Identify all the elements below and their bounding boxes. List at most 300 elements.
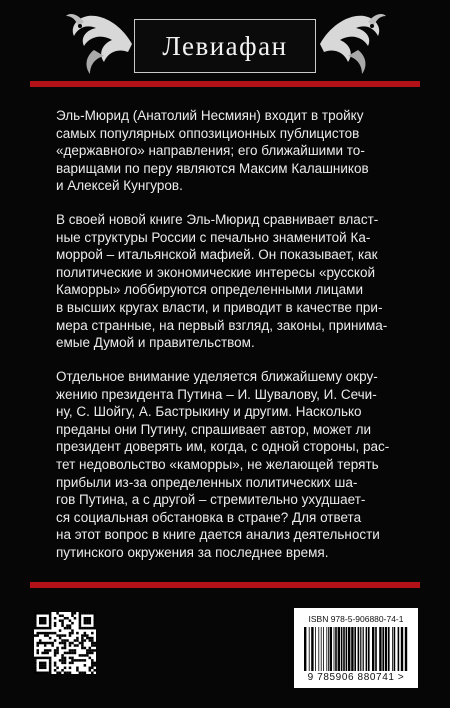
qr-module [81, 654, 84, 657]
qr-module [69, 652, 72, 655]
qr-module [89, 667, 92, 670]
qr-module [49, 614, 52, 617]
qr-module [89, 647, 92, 650]
qr-module [86, 654, 89, 657]
qr-module [69, 642, 72, 645]
qr-module [76, 644, 79, 647]
barcode-bar [362, 627, 363, 671]
qr-module [46, 657, 49, 660]
qr-module [76, 639, 79, 642]
qr-module [71, 614, 74, 617]
qr-module [81, 642, 84, 645]
qr-module [89, 657, 92, 660]
qr-module [89, 619, 92, 622]
qr-module [76, 667, 79, 670]
qr-module [61, 654, 64, 657]
qr-module [79, 619, 82, 622]
qr-module [64, 617, 67, 620]
qr-module [91, 639, 94, 642]
qr-module [34, 614, 37, 617]
qr-module [79, 614, 82, 617]
barcode-bar [330, 627, 332, 671]
qr-module [41, 612, 44, 615]
qr-module [54, 664, 57, 667]
qr-module [94, 662, 96, 665]
qr-module [41, 652, 44, 655]
qr-module [64, 672, 67, 674]
text-line: самых популярных оппозиционных публицистов [56, 125, 360, 141]
qr-module [34, 667, 37, 670]
text-line: в высших кругах власти, и приводит в качестве при- [56, 299, 383, 315]
qr-module [34, 619, 37, 622]
qr-module [81, 647, 84, 650]
qr-module [36, 634, 39, 637]
top-red-rule [30, 81, 420, 87]
qr-module [66, 627, 69, 630]
qr-module [39, 639, 42, 642]
barcode-bar [309, 627, 310, 671]
qr-module [59, 634, 62, 637]
qr-module [89, 652, 92, 655]
qr-module [89, 617, 92, 620]
text-line: Каморры» лоббируются определенными лицами [56, 282, 363, 298]
qr-module [91, 612, 94, 615]
qr-module [71, 612, 74, 615]
qr-module [41, 617, 44, 620]
qr-module [64, 659, 67, 662]
qr-module [69, 672, 72, 674]
qr-module [36, 642, 39, 645]
qr-module [94, 614, 96, 617]
qr-module [49, 627, 52, 630]
barcode-bar [304, 627, 306, 671]
qr-module [46, 634, 49, 637]
qr-module [61, 614, 64, 617]
qr-module [59, 614, 62, 617]
qr-module [89, 622, 92, 625]
qr-module [54, 632, 57, 635]
barcode-bars [302, 627, 410, 671]
qr-module [61, 624, 64, 627]
qr-module [59, 672, 62, 674]
qr-module [36, 627, 39, 630]
qr-module [94, 612, 96, 615]
qr-module [71, 649, 74, 652]
barcode-bar [323, 627, 324, 671]
qr-module [44, 649, 47, 652]
qr-module [76, 669, 79, 672]
qr-module [49, 669, 52, 672]
qr-module [34, 627, 37, 630]
barcode-bar [368, 627, 370, 671]
qr-module [54, 662, 57, 665]
barcode-bar [401, 627, 403, 671]
qr-module [69, 667, 72, 670]
qr-module [59, 637, 62, 640]
qr-module [74, 639, 77, 642]
qr-module [64, 642, 67, 645]
qr-module [94, 649, 96, 652]
qr-module [89, 669, 92, 672]
publisher-title: Левиафан [162, 31, 288, 61]
qr-module [94, 622, 96, 625]
barcode-bar [360, 627, 361, 671]
barcode-bar [341, 627, 343, 671]
qr-module [44, 662, 47, 665]
qr-module [91, 644, 94, 647]
qr-module [71, 659, 74, 662]
qr-module [69, 662, 72, 665]
qr-module [56, 612, 59, 615]
barcode-bar [334, 627, 335, 671]
qr-module [91, 627, 94, 630]
text-line: мера странные, на первый взгляд, законы, принима- [56, 317, 388, 333]
qr-module [69, 619, 72, 622]
qr-module [74, 612, 77, 615]
qr-module [41, 662, 44, 665]
qr-module [69, 649, 72, 652]
qr-module [51, 632, 54, 635]
qr-module [44, 634, 47, 637]
qr-module [39, 617, 42, 620]
qr-module [84, 619, 87, 622]
qr-module [61, 669, 64, 672]
text-line: ные структуры России с печально знаменитой Ка- [56, 229, 371, 245]
qr-module [94, 664, 96, 667]
qr-module [89, 649, 92, 652]
qr-module [46, 612, 49, 615]
isbn-label: ISBN 978-5-906880-74-1 [308, 614, 404, 624]
qr-module [64, 657, 67, 660]
qr-module [41, 622, 44, 625]
qr-module [79, 654, 82, 657]
qr-module [91, 667, 94, 670]
qr-module [49, 657, 52, 660]
qr-module [46, 652, 49, 655]
barcode-bar [405, 627, 407, 671]
qr-module [71, 652, 74, 655]
qr-module [49, 622, 52, 625]
qr-module [84, 627, 87, 630]
qr-module [74, 652, 77, 655]
qr-module [81, 634, 84, 637]
qr-module [49, 649, 52, 652]
qr-module [84, 664, 87, 667]
qr-module [71, 642, 74, 645]
qr-module [94, 624, 96, 627]
qr-module [86, 612, 89, 615]
qr-module [56, 667, 59, 670]
qr-module [49, 624, 52, 627]
qr-module [36, 632, 39, 635]
qr-module [44, 652, 47, 655]
qr-module [61, 647, 64, 650]
qr-module [69, 634, 72, 637]
qr-module [49, 659, 52, 662]
qr-code-icon [34, 612, 96, 674]
qr-module [91, 649, 94, 652]
qr-module [79, 622, 82, 625]
bottom-red-rule [30, 582, 420, 588]
qr-module [66, 639, 69, 642]
barcode-bar [335, 627, 337, 671]
qr-module [51, 642, 54, 645]
text-line: тет недовольство «каморры», не желающей терять [56, 456, 379, 472]
qr-module [94, 617, 96, 620]
qr-module [84, 647, 87, 650]
text-line: гов Путина, а с другой – стремительно ухудшает- [56, 492, 366, 508]
qr-module [56, 652, 59, 655]
qr-module [61, 639, 64, 642]
qr-module [34, 659, 37, 662]
qr-module [81, 659, 84, 662]
qr-module [71, 622, 74, 625]
qr-module [79, 672, 82, 674]
qr-module [44, 672, 47, 674]
text-line: Отдельное внимание уделяется ближайшему окру- [56, 369, 378, 384]
qr-module [54, 652, 57, 655]
barcode-bar [354, 627, 356, 671]
qr-module [36, 657, 39, 660]
qr-module [76, 632, 79, 635]
qr-module [34, 657, 37, 660]
qr-module [91, 659, 94, 662]
qr-module [69, 657, 72, 660]
qr-module [66, 624, 69, 627]
qr-module [41, 627, 44, 630]
qr-module [94, 619, 96, 622]
qr-module [66, 672, 69, 674]
qr-module [84, 634, 87, 637]
barcode-bar [338, 627, 340, 671]
qr-module [54, 617, 57, 620]
text-line: моррой – итальянской мафией. Он показывает, как [56, 247, 378, 263]
barcode-bar [346, 627, 348, 671]
qr-module [69, 632, 72, 635]
qr-module [39, 664, 42, 667]
qr-module [91, 642, 94, 645]
qr-module [49, 667, 52, 670]
barcode-bar [348, 627, 350, 671]
qr-module [84, 654, 87, 657]
qr-module [39, 622, 42, 625]
qr-module [91, 632, 94, 635]
qr-module [51, 644, 54, 647]
qr-module [34, 617, 37, 620]
qr-module [34, 664, 37, 667]
text-line: Эль-Мюрид (Анатолий Несмиян) входит в тройку [56, 108, 364, 123]
text-line: жению президента Путина – И. Шувалову, И. Сечи- [56, 386, 377, 402]
qr-module [34, 624, 37, 627]
qr-module [34, 662, 37, 665]
qr-module [81, 639, 84, 642]
qr-module [59, 619, 62, 622]
qr-module [86, 637, 89, 640]
qr-module [56, 649, 59, 652]
barcode-bar [394, 627, 396, 671]
qr-module [69, 644, 72, 647]
qr-module [79, 617, 82, 620]
qr-module [49, 619, 52, 622]
barcode-bar [328, 627, 329, 671]
qr-module [39, 632, 42, 635]
qr-module [49, 637, 52, 640]
qr-module [49, 672, 52, 674]
barcode-bar [321, 627, 322, 671]
barcode-number: 9 785906 880741 > [307, 672, 405, 683]
qr-module [81, 627, 84, 630]
qr-module [79, 612, 82, 615]
qr-module [64, 652, 67, 655]
qr-module [94, 642, 96, 645]
qr-module [59, 642, 62, 645]
barcode-bar [392, 627, 393, 671]
qr-module [44, 632, 47, 635]
qr-module [44, 644, 47, 647]
qr-module [41, 667, 44, 670]
qr-module [79, 642, 82, 645]
qr-module [39, 657, 42, 660]
qr-module [84, 639, 87, 642]
qr-module [71, 657, 74, 660]
qr-module [34, 669, 37, 672]
qr-module [49, 632, 52, 635]
qr-module [81, 612, 84, 615]
qr-module [94, 644, 96, 647]
qr-module [94, 627, 96, 630]
qr-module [79, 627, 82, 630]
qr-module [41, 672, 44, 674]
qr-module [54, 624, 57, 627]
qr-module [54, 639, 57, 642]
qr-module [86, 649, 89, 652]
qr-module [76, 659, 79, 662]
barcode-bar [311, 627, 313, 671]
qr-module [64, 634, 67, 637]
qr-module [66, 617, 69, 620]
qr-module [41, 657, 44, 660]
qr-module [64, 667, 67, 670]
barcode-bar [388, 627, 390, 671]
qr-module [44, 617, 47, 620]
annotation-paragraph-3 [56, 368, 396, 562]
qr-module [61, 622, 64, 625]
qr-module [86, 634, 89, 637]
qr-module [69, 624, 72, 627]
qr-module [91, 672, 94, 674]
qr-module [41, 632, 44, 635]
barcode-bar [366, 627, 368, 671]
qr-module [89, 639, 92, 642]
qr-module [44, 667, 47, 670]
qr-module [59, 629, 62, 632]
qr-module [81, 637, 84, 640]
qr-module [71, 662, 74, 665]
qr-module [89, 612, 92, 615]
qr-module [44, 657, 47, 660]
qr-module [79, 624, 82, 627]
qr-module [64, 662, 67, 665]
barcode-bar [363, 627, 364, 671]
qr-module [91, 652, 94, 655]
qr-module [61, 619, 64, 622]
annotation-paragraph-2 [56, 211, 396, 352]
qr-module [81, 644, 84, 647]
qr-module [49, 617, 52, 620]
qr-module [89, 637, 92, 640]
qr-module [84, 659, 87, 662]
qr-module [54, 622, 57, 625]
qr-module [34, 622, 37, 625]
barcode-bar [375, 627, 377, 671]
qr-module [71, 632, 74, 635]
text-line: на этот вопрос в книге дается анализ деятельности [56, 527, 380, 543]
qr-module [61, 634, 64, 637]
qr-module [54, 654, 57, 657]
qr-module [41, 664, 44, 667]
qr-module [71, 629, 74, 632]
qr-module [36, 612, 39, 615]
qr-module [44, 622, 47, 625]
text-line: президент доверять им, когда, с одной стороны, рас- [56, 439, 390, 455]
qr-module [64, 639, 67, 642]
barcode-bar [379, 627, 381, 671]
qr-module [54, 669, 57, 672]
qr-module [41, 619, 44, 622]
qr-module [39, 612, 42, 615]
text-line: «державного» направления; его ближайшими то- [56, 143, 365, 159]
text-line: варищами по перу являются Максим Калашников [56, 160, 369, 176]
qr-module [89, 627, 92, 630]
publisher-logo [134, 19, 316, 73]
barcode-bar [326, 627, 327, 671]
qr-module [84, 632, 87, 635]
qr-module [86, 617, 89, 620]
qr-module [34, 612, 37, 615]
qr-module [34, 634, 37, 637]
qr-module [84, 612, 87, 615]
qr-module [94, 669, 96, 672]
text-line: ся социальная обстановка в стране? Для ответа [56, 509, 362, 525]
qr-module [46, 649, 49, 652]
publisher-header [0, 0, 450, 85]
qr-module [36, 672, 39, 674]
qr-module [86, 652, 89, 655]
annotation-paragraph-1 [56, 107, 396, 195]
barcode-bar [351, 627, 353, 671]
qr-module [64, 647, 67, 650]
qr-module [86, 627, 89, 630]
qr-module [46, 632, 49, 635]
text-line: В своей новой книге Эль-Мюрид сравнивает власт- [56, 212, 379, 227]
qr-module [74, 649, 77, 652]
qr-module [84, 617, 87, 620]
qr-module [56, 634, 59, 637]
qr-module [36, 649, 39, 652]
qr-module [86, 619, 89, 622]
sea-serpent-icon [316, 4, 388, 78]
qr-module [61, 642, 64, 645]
qr-module [56, 672, 59, 674]
text-line: емые Думой и правительством. [56, 335, 255, 351]
text-line: и Алексей Кунгуров. [56, 178, 183, 194]
qr-module [46, 672, 49, 674]
qr-module [34, 672, 37, 674]
text-line: ну, С. Шойгу, А. Бастрыкину и другим. Насколько [56, 404, 362, 420]
text-line: прибыли из-за определенных политических ша- [56, 474, 358, 490]
barcode-bar [382, 627, 384, 671]
qr-module [39, 619, 42, 622]
